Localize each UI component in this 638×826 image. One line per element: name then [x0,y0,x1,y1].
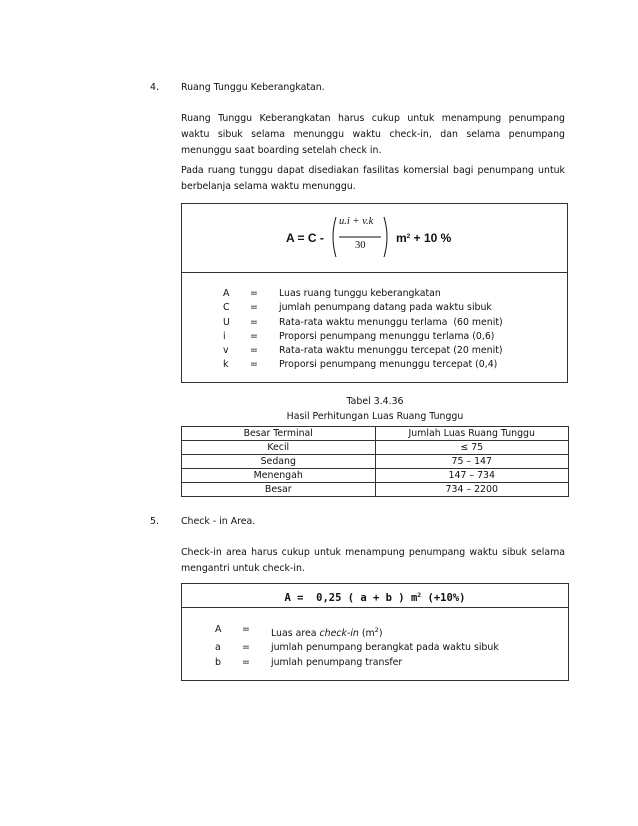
section-4-paragraph-1: Ruang Tunggu Keberangkatan harus cukup untuk menampung penumpang waktu sibuk selama menunggu waktu check-in, dan selama penumpang menunggu saat boarding setelah check in. [181,113,565,156]
check-in-formula: A = 0,25 ( a + b ) $m^2$ (+10%) [182,584,568,608]
table-header-cell: Jumlah Luas Ruang Tunggu [375,427,569,441]
table-cell: 75 – 147 [375,455,569,469]
definition-row: A = Luas ruang tunggu keberangkatan [223,288,441,299]
table-cell: Besar [182,483,376,497]
table-row [182,483,569,497]
section-4-number: 4. [150,82,159,93]
table-row [182,455,569,469]
table-cell: Menengah [182,469,376,483]
definition-row: a = jumlah penumpang berangkat pada waktu sibuk [215,642,499,654]
table-header-cell: Besar Terminal [182,427,376,441]
table-cell: Sedang [182,455,376,469]
table-cell: 734 – 2200 [375,483,569,497]
section-4-title: Ruang Tunggu Keberangkatan. [181,82,325,93]
table-cell: ≤ 75 [375,441,569,455]
table-row [182,469,569,483]
formula-lhs: A = C - [286,231,324,245]
section-5-title: Check - in Area. [181,516,256,527]
section-5-paragraph-1: Check-in area harus cukup untuk menampung penumpang waktu sibuk selama mengantri untuk check-in. [181,547,565,574]
waiting-room-definitions [223,287,503,373]
definition-row: A = Luas area check-in $(m^2)$ [215,624,383,639]
definition-row: v = Rata-rata waktu menunggu tercepat (20 menit) [223,345,503,357]
definition-row: i = Proporsi penumpang menunggu terlama (0,6) [223,330,495,342]
table-header-row [182,427,569,441]
check-in-formula-box [181,583,569,681]
section-4-paragraph-2: Pada ruang tunggu dapat disediakan fasilitas komersial bagi penumpang untuk berbelanja selama waktu menunggu. [181,165,565,192]
table-cell: Kecil [182,441,376,455]
waiting-room-formula-box [181,203,568,383]
definition-row: k = Proporsi penumpang menunggu tercepat (0,4) [223,359,498,371]
check-in-definitions [215,623,499,670]
table-title: Hasil Perhitungan Luas Ruang Tunggu [286,411,464,422]
definition-row: U = Rata-rata waktu menunggu terlama (60 menit) [223,316,503,328]
formula-numerator: u.i + v.k [339,216,374,227]
waiting-room-table [181,426,569,497]
table-caption: Tabel 3.4.36 [346,396,404,407]
section-5-number: 5. [150,516,159,527]
table-cell: 147 – 734 [375,469,569,483]
definition-row: b = jumlah penumpang transfer [215,656,403,668]
table-row [182,441,569,455]
waiting-room-formula [182,204,567,273]
definition-row: C = jumlah penumpang datang pada waktu sibuk [223,302,492,314]
formula-rhs: $m^2 + 10$ % [396,231,452,245]
formula-denominator: 30 [355,240,366,251]
